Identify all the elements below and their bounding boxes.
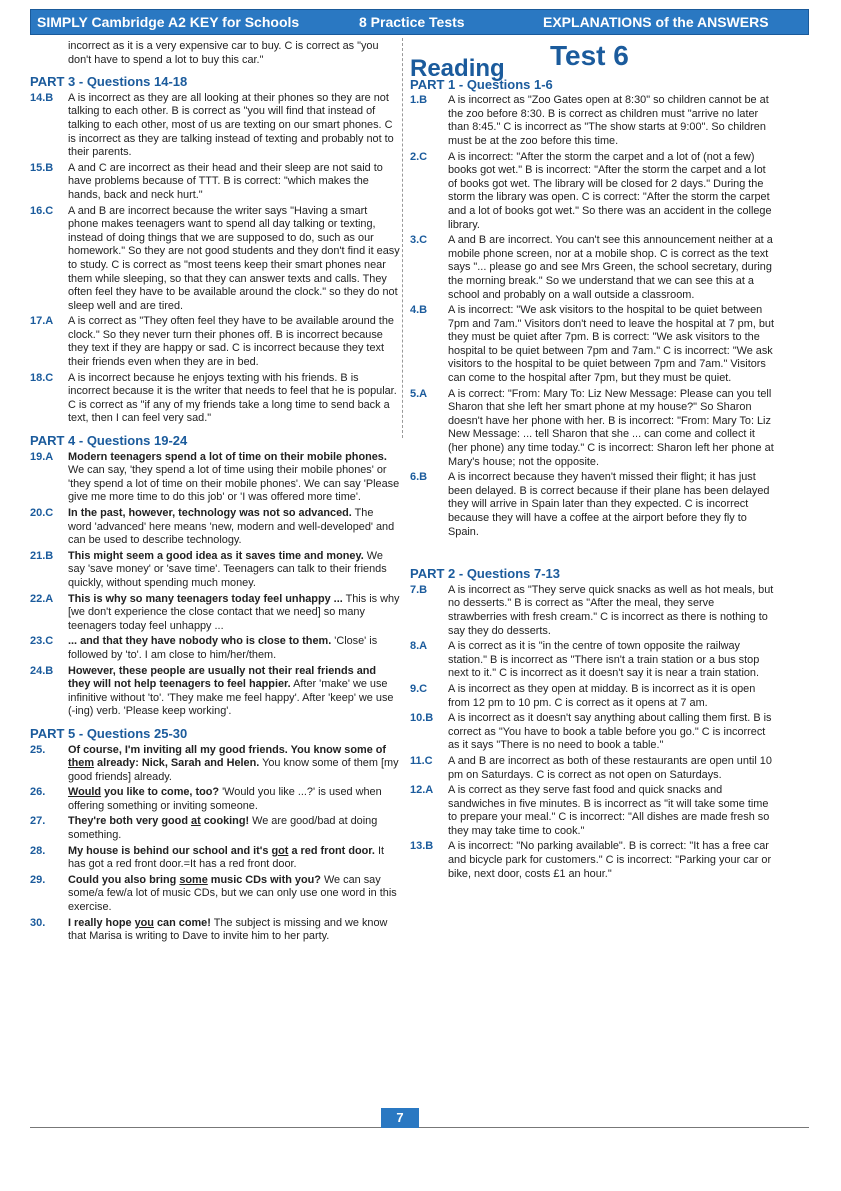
- answer-number: 16.C: [30, 204, 54, 217]
- answer-item: [410, 471, 775, 539]
- answer-item: [410, 755, 775, 782]
- answer-item: [30, 786, 400, 813]
- answer-sentence: [68, 815, 249, 827]
- answer-item: [410, 151, 775, 233]
- explanation-text: The subject is missing and we know that Marisa is writing to Dave to invite him to her party.: [68, 916, 388, 943]
- answer-item: [30, 162, 400, 203]
- answer-item: [410, 683, 775, 710]
- answer-number: 4.B: [410, 304, 428, 317]
- sentence-end: already: Nick, Sarah and Helen.: [94, 757, 260, 770]
- explanation-text: You know some of them [my good friends] already.: [68, 757, 399, 783]
- answer-item: [30, 593, 400, 634]
- part5-heading: PART 5 - Questions 25-30: [30, 725, 188, 741]
- answer-item: [30, 205, 400, 314]
- answer-explanation: A is incorrect: "After the storm the carpet and a lot of (not a few) books got wet." B is incorrect: "After the storm the carpet and a lot of books got wet. The library will be closed for 2 days." During the storm the library was open. C is correct: "After the storm the carpet and a lot of books got wet." So there was an accident in the college library.: [448, 150, 772, 231]
- sentence-start: They're both very good: [68, 815, 192, 828]
- explanation-text: After 'make' we use infinitive without 'to'. 'They make me feel happy'. After 'keep' we use (-ing) verb. 'Please keep working'.: [68, 678, 394, 718]
- answer-number: 9.C: [410, 682, 428, 695]
- explanation-text: The word 'advanced' here means 'new, modern and well-developed' and can be used to describe technology.: [68, 507, 395, 547]
- answer-number: 28.: [30, 844, 46, 857]
- answer-sentence: In the past, however, technology was not so advanced.: [68, 507, 352, 519]
- answer-explanation: A and B are incorrect because the writer says "Having a smart phone makes teenagers want to spend all day talking or texting, instead of doing things that we are supposed to do, such as our homework." So they are not good students and they don't find it easy to study. C is correct as "most teens keep their smart phones near them while sleeping, so that they can answer texts and calls. They often feel they have to be available around the clock." so they do not sleep well and are tired.: [68, 204, 400, 312]
- answer-item: [30, 917, 400, 944]
- answer-explanation: A is incorrect as they are all looking at their phones so they are not talking to each other. B is correct as "you will find that instead of talking to each other, most of us are texting on our smart phones. C is incorrect as they are talking instead of texting and probably not to their parents.: [68, 91, 394, 159]
- answer-item: [30, 451, 400, 505]
- section-label: EXPLANATIONS of the ANSWERS: [543, 14, 769, 30]
- rpart1-heading: PART 1 - Questions 1-6: [410, 76, 553, 92]
- rpart2-list: [410, 584, 775, 881]
- answer-sentence: [68, 917, 211, 929]
- answer-explanation: [68, 593, 400, 634]
- answer-sentence: ... and that they have nobody who is close to them.: [68, 635, 332, 648]
- sentence-start: Could you also bring: [68, 873, 180, 886]
- book-subtitle: 8 Practice Tests: [359, 14, 465, 30]
- answer-explanation: A is correct as it is "in the centre of town opposite the railway station." B is incorrect as "There isn't a train station or a bus stop next to it." C is incorrect as it doesn't say it is near a train station.: [448, 640, 760, 680]
- rpart1-list: [410, 94, 775, 539]
- answer-item: [30, 315, 400, 369]
- part4-heading: PART 4 - Questions 19-24: [30, 433, 188, 449]
- sentence-end: can come!: [153, 916, 211, 929]
- column-divider: [402, 38, 403, 438]
- answer-number: 11.C: [410, 754, 433, 767]
- answer-explanation: [68, 815, 400, 842]
- answer-explanation: [68, 635, 400, 662]
- test-title: Test 6: [550, 40, 629, 71]
- answer-item: [410, 94, 775, 148]
- answer-word: some: [179, 873, 208, 886]
- explanation-text: We are good/bad at doing something.: [68, 815, 378, 842]
- answer-sentence: This might seem a good idea as it saves time and money.: [68, 549, 364, 562]
- answer-number: 5.A: [410, 387, 428, 400]
- answer-item: [30, 635, 400, 662]
- answer-number: 29.: [30, 873, 46, 886]
- answer-item: [410, 840, 775, 881]
- answer-word: Would: [68, 786, 102, 799]
- answer-number: 3.C: [410, 234, 428, 247]
- explanation-text: 'Close' is followed by 'to'. I am close to him/her/them.: [68, 635, 378, 661]
- explanation-text: We can say, 'they spend a lot of time using their mobile phones' or 'they spend a lot of time on their mobile phones'. We can say 'Please give me more time to do this job' or 'I was offered more time'.: [68, 464, 400, 504]
- answer-explanation: A is incorrect: "No parking available". B is correct: "It has a free car and bicycle park for customers." C is incorrect: "Parking your car or bike, next door, costs £1 an hour.": [448, 840, 772, 880]
- answer-item: [30, 507, 400, 548]
- answer-number: 12.A: [410, 784, 434, 797]
- explanation-text: We say 'save money' or 'save time'. Teenagers can talk to their friends quickly, without spending much money.: [68, 549, 387, 589]
- answer-number: 15.B: [30, 161, 54, 174]
- answer-number: 10.B: [410, 712, 434, 725]
- answer-item: [30, 744, 400, 785]
- answer-item: [410, 304, 775, 386]
- left-column: [30, 40, 400, 946]
- answer-item: [410, 388, 775, 470]
- answer-explanation: A is incorrect because they haven't missed their flight; it has just been delayed. B is correct because if their plane has been delayed they will arrive in Spain later than they expected. C is incorrect because they will have a coffee at the airport before they fly to Spain.: [448, 471, 770, 538]
- answer-explanation: [68, 507, 400, 548]
- answer-number: 20.C: [30, 507, 54, 519]
- explanation-text: This is why [we don't experience the close contact that we need] so many teenagers today feel unhappy ...: [68, 592, 400, 632]
- answer-item: [30, 845, 400, 872]
- answer-explanation: A is correct: "From: Mary To: Liz New Message: Please can you tell Sharon that she left her smart phone at my house?" So Sharon doesn't have her phone with her. B is incorrect: "From: Mary To: Liz New Message: ... tell Sharon that she ... can come and collect it (her phone) any time today." C is incorrect: Sharon left her phone at Mary's house; not the opposite.: [448, 387, 774, 468]
- sentence-end: you like to come, too?: [101, 786, 220, 799]
- answer-number: 13.B: [410, 840, 434, 853]
- answer-number: 14.B: [30, 91, 54, 104]
- rpart2-heading: PART 2 - Questions 7-13: [410, 566, 561, 582]
- sentence-end: music CDs with you?: [207, 873, 321, 886]
- reading-heading: Reading: [410, 55, 505, 82]
- answer-explanation: A is incorrect: "We ask visitors to the hospital to be quiet between 7pm and 7am." Visitors don't need to leave the hospital at 7 pm, but they must be quiet after 7pm. B is correct: "We ask visitors to the hospital to be quiet between 7pm and 7am." C is incorrect: "We ask visitors to the hospital to be quiet between 7pm and 7am." Visitors can come to the hospital after 7pm, but they must be quiet.: [448, 304, 775, 385]
- answer-number: 27.: [30, 815, 46, 828]
- answer-word: got: [271, 844, 289, 857]
- explanation-text: We can say some/a few/a lot of music CDs, but we can only use one word in this exercise.: [68, 873, 397, 914]
- sentence-start: I really hope: [68, 916, 135, 929]
- book-title: SIMPLY Cambridge A2 KEY for Schools: [37, 14, 300, 30]
- answer-explanation: [68, 451, 400, 505]
- answer-number: 26.: [30, 786, 46, 799]
- part4-list: [30, 451, 400, 719]
- answer-number: 21.B: [30, 549, 54, 562]
- answer-explanation: A is correct as they serve fast food and quick snacks and sandwiches in five minutes. B is incorrect as "it will take some time to prepare your meal." C is incorrect: "All dishes are made fresh so they may take time to cook.": [448, 784, 770, 837]
- answer-item: [30, 665, 400, 719]
- answer-number: 1.B: [410, 94, 428, 107]
- answer-number: 2.C: [410, 150, 428, 163]
- answer-word: at: [191, 815, 201, 828]
- explanation-text: 'Would you like ...?' is used when offering something or inviting someone.: [68, 786, 382, 812]
- answer-explanation: [68, 786, 400, 813]
- answer-item: [30, 92, 400, 160]
- answer-sentence: Modern teenagers spend a lot of time on their mobile phones.: [68, 450, 387, 463]
- answer-number: 22.A: [30, 592, 54, 605]
- answer-explanation: A is incorrect as they open at midday. B is incorrect as it is open from 12 pm to 10 pm. C is correct as it opens at 7 am.: [448, 682, 756, 709]
- answer-sentence: [68, 845, 375, 857]
- answer-item: [30, 372, 400, 426]
- answer-explanation: A and B are incorrect. You can't see this announcement neither at a mobile phone screen, nor at a mobile shop. C is correct as the text says "... please go and see Mrs Green, the school secretary, during the morning break." So we understand that we can see this at a school and probably on a wall outside a classroom.: [448, 234, 773, 301]
- answer-explanation: [68, 744, 400, 785]
- answer-explanation: A is incorrect because he enjoys texting with his friends. B is incorrect because it is the writer that needs to feel that he is popular. C is correct as "if any of my friends take a long time to send back a text, then I can feel very sad.": [68, 371, 397, 425]
- answer-explanation: [68, 845, 400, 872]
- answer-explanation: A and B are incorrect as both of these restaurants are open until 10 pm on Saturdays. C is correct as not open on Saturdays.: [448, 754, 772, 781]
- answer-number: 23.C: [30, 635, 54, 648]
- answer-sentence: This is why so many teenagers today feel unhappy ...: [68, 592, 343, 605]
- answer-item: [410, 784, 775, 838]
- sentence-end: a red front door.: [288, 844, 375, 857]
- answer-item: [410, 712, 775, 753]
- header-banner: [30, 9, 809, 35]
- part3-list: [30, 92, 400, 426]
- answer-item: [410, 584, 775, 638]
- answer-explanation: [68, 665, 400, 719]
- answer-explanation: [68, 550, 400, 591]
- answer-item: [30, 874, 400, 915]
- answer-number: 25.: [30, 743, 46, 756]
- answer-number: 18.C: [30, 371, 54, 384]
- answer-number: 8.A: [410, 640, 428, 653]
- sentence-start: Of course, I'm inviting all my good friends. You know some of: [68, 743, 387, 756]
- page-number: 7: [381, 1108, 419, 1128]
- right-column: [410, 40, 775, 883]
- answer-sentence: However, these people are usually not their real friends and they will not help teenagers to feel happier.: [68, 664, 377, 691]
- answer-number: 24.B: [30, 664, 54, 677]
- answer-item: [30, 550, 400, 591]
- answer-number: 17.A: [30, 315, 54, 328]
- part3-heading: PART 3 - Questions 14-18: [30, 74, 188, 90]
- answer-item: [410, 640, 775, 681]
- continued-text: incorrect as it is a very expensive car to buy. C is correct as "you don't have to spend a lot to buy this car.": [68, 40, 379, 66]
- answer-explanation: A is incorrect as it doesn't say anything about calling them first. B is correct as "You have to book a table before you go." C is incorrect as it says "There is no need to book a table.": [448, 712, 772, 752]
- answer-sentence: [68, 786, 219, 798]
- answer-explanation: A is incorrect as "Zoo Gates open at 8:30" so children cannot be at the zoo before 8:30. B is correct as children must "arrive no later than 8:45." C is incorrect as "The show starts at 9:00". So children must be at the zoo before this time.: [448, 94, 769, 147]
- sentence-start: My house is behind our school and it's: [68, 844, 272, 857]
- explanation-text: It has got a red front door.=It has a red front door.: [68, 844, 385, 871]
- answer-explanation: A is incorrect as "They serve quick snacks as well as hot meals, but no desserts." B is correct as "After the meal, they serve strawberries with fresh cream." C is incorrect as there is nothing to say they do desserts.: [448, 583, 774, 637]
- answer-explanation: [68, 917, 400, 944]
- answer-explanation: [68, 874, 400, 915]
- part5-list: [30, 744, 400, 944]
- sentence-end: cooking!: [200, 815, 250, 828]
- footer-line: [30, 1127, 809, 1128]
- answer-word: you: [134, 916, 154, 929]
- answer-explanation: A and C are incorrect as their head and their sleep are not said to have problems because of TTT. B is correct: "which makes the hands, back and neck hurt.": [68, 161, 383, 201]
- answer-explanation: A is correct as "They often feel they have to be available around the clock." So they never turn their phones off. B is incorrect because they text if they are happy or sad. C is incorrect because they text their friends even when they are in bed.: [68, 315, 394, 369]
- answer-number: 30.: [30, 916, 46, 929]
- answer-sentence: [68, 874, 321, 886]
- answer-number: 6.B: [410, 471, 428, 484]
- answer-number: 7.B: [410, 583, 428, 596]
- answer-item: [30, 815, 400, 842]
- answer-word: them: [68, 757, 95, 770]
- answer-number: 19.A: [30, 450, 54, 463]
- answer-item: [410, 234, 775, 302]
